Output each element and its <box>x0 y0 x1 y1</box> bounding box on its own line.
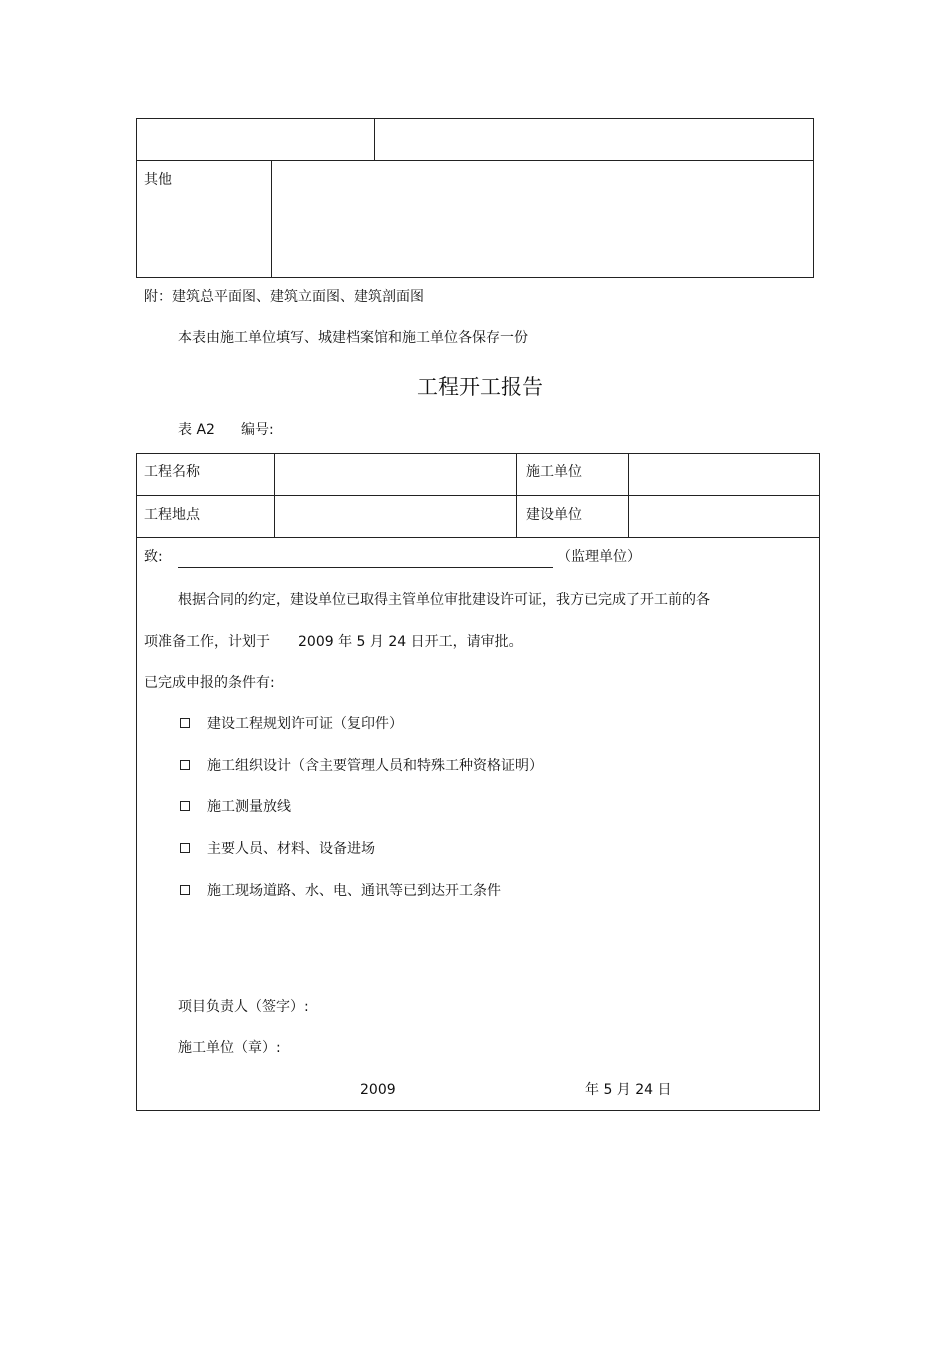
condition-checkbox-3[interactable] <box>180 801 190 811</box>
project-location-label: 工程地点 <box>144 507 200 523</box>
date-year: 2009 <box>360 1082 396 1098</box>
project-name-field[interactable] <box>276 455 514 493</box>
developer-field[interactable] <box>630 497 818 535</box>
report-row2-bottom <box>136 537 820 538</box>
report-col3 <box>628 453 629 537</box>
condition-label-3: 施工测量放线 <box>207 799 291 815</box>
form-number: 表 A2 <box>178 422 215 438</box>
report-col1 <box>274 453 275 537</box>
other-label: 其他 <box>144 172 172 188</box>
construction-unit-field[interactable] <box>630 455 818 493</box>
report-title: 工程开工报告 <box>417 375 543 399</box>
to-label: 致: <box>144 549 163 565</box>
condition-checkbox-2[interactable] <box>180 760 190 770</box>
supervisor-name-field[interactable] <box>178 567 553 568</box>
construction-unit-label: 施工单位 <box>526 464 582 480</box>
report-row1-bottom <box>136 495 820 496</box>
condition-label-2: 施工组织设计（含主要管理人员和特殊工种资格证明） <box>207 758 543 774</box>
unit-seal-label: 施工单位（章）: <box>178 1040 281 1056</box>
manager-signature-label: 项目负责人（签字）: <box>178 999 309 1015</box>
project-name-label: 工程名称 <box>144 464 200 480</box>
body-line-1: 根据合同的约定，建设单位已取得主管单位审批建设许可证，我方已完成了开工前的各 <box>178 592 710 608</box>
serial-number-label: 编号: <box>241 422 274 438</box>
body-line-2-pre: 项准备工作，计划于 <box>144 634 270 650</box>
top-table-col-divider-row1 <box>374 118 375 160</box>
project-location-field[interactable] <box>276 497 514 535</box>
conditions-label: 已完成申报的条件有: <box>144 675 275 691</box>
developer-label: 建设单位 <box>526 507 582 523</box>
report-col2 <box>516 453 517 537</box>
condition-checkbox-4[interactable] <box>180 843 190 853</box>
condition-checkbox-5[interactable] <box>180 885 190 895</box>
condition-label-4: 主要人员、材料、设备进场 <box>207 841 375 857</box>
other-value-field[interactable] <box>273 162 812 276</box>
condition-checkbox-1[interactable] <box>180 718 190 728</box>
top-table-row-divider <box>136 160 814 161</box>
condition-label-5: 施工现场道路、水、电、通讯等已到达开工条件 <box>207 883 501 899</box>
top-table-col-divider-row2 <box>271 160 272 278</box>
attachment-note: 附：建筑总平面图、建筑立面图、建筑剖面图 <box>144 289 424 305</box>
supervisor-label: （监理单位） <box>557 549 641 565</box>
date-month-day: 年 5 月 24 日 <box>585 1082 672 1098</box>
storage-note: 本表由施工单位填写、城建档案馆和施工单位各保存一份 <box>178 330 528 346</box>
condition-label-1: 建设工程规划许可证（复印件） <box>207 716 403 732</box>
body-line-2-date: 2009 年 5 月 24 日开工，请审批。 <box>298 634 523 650</box>
